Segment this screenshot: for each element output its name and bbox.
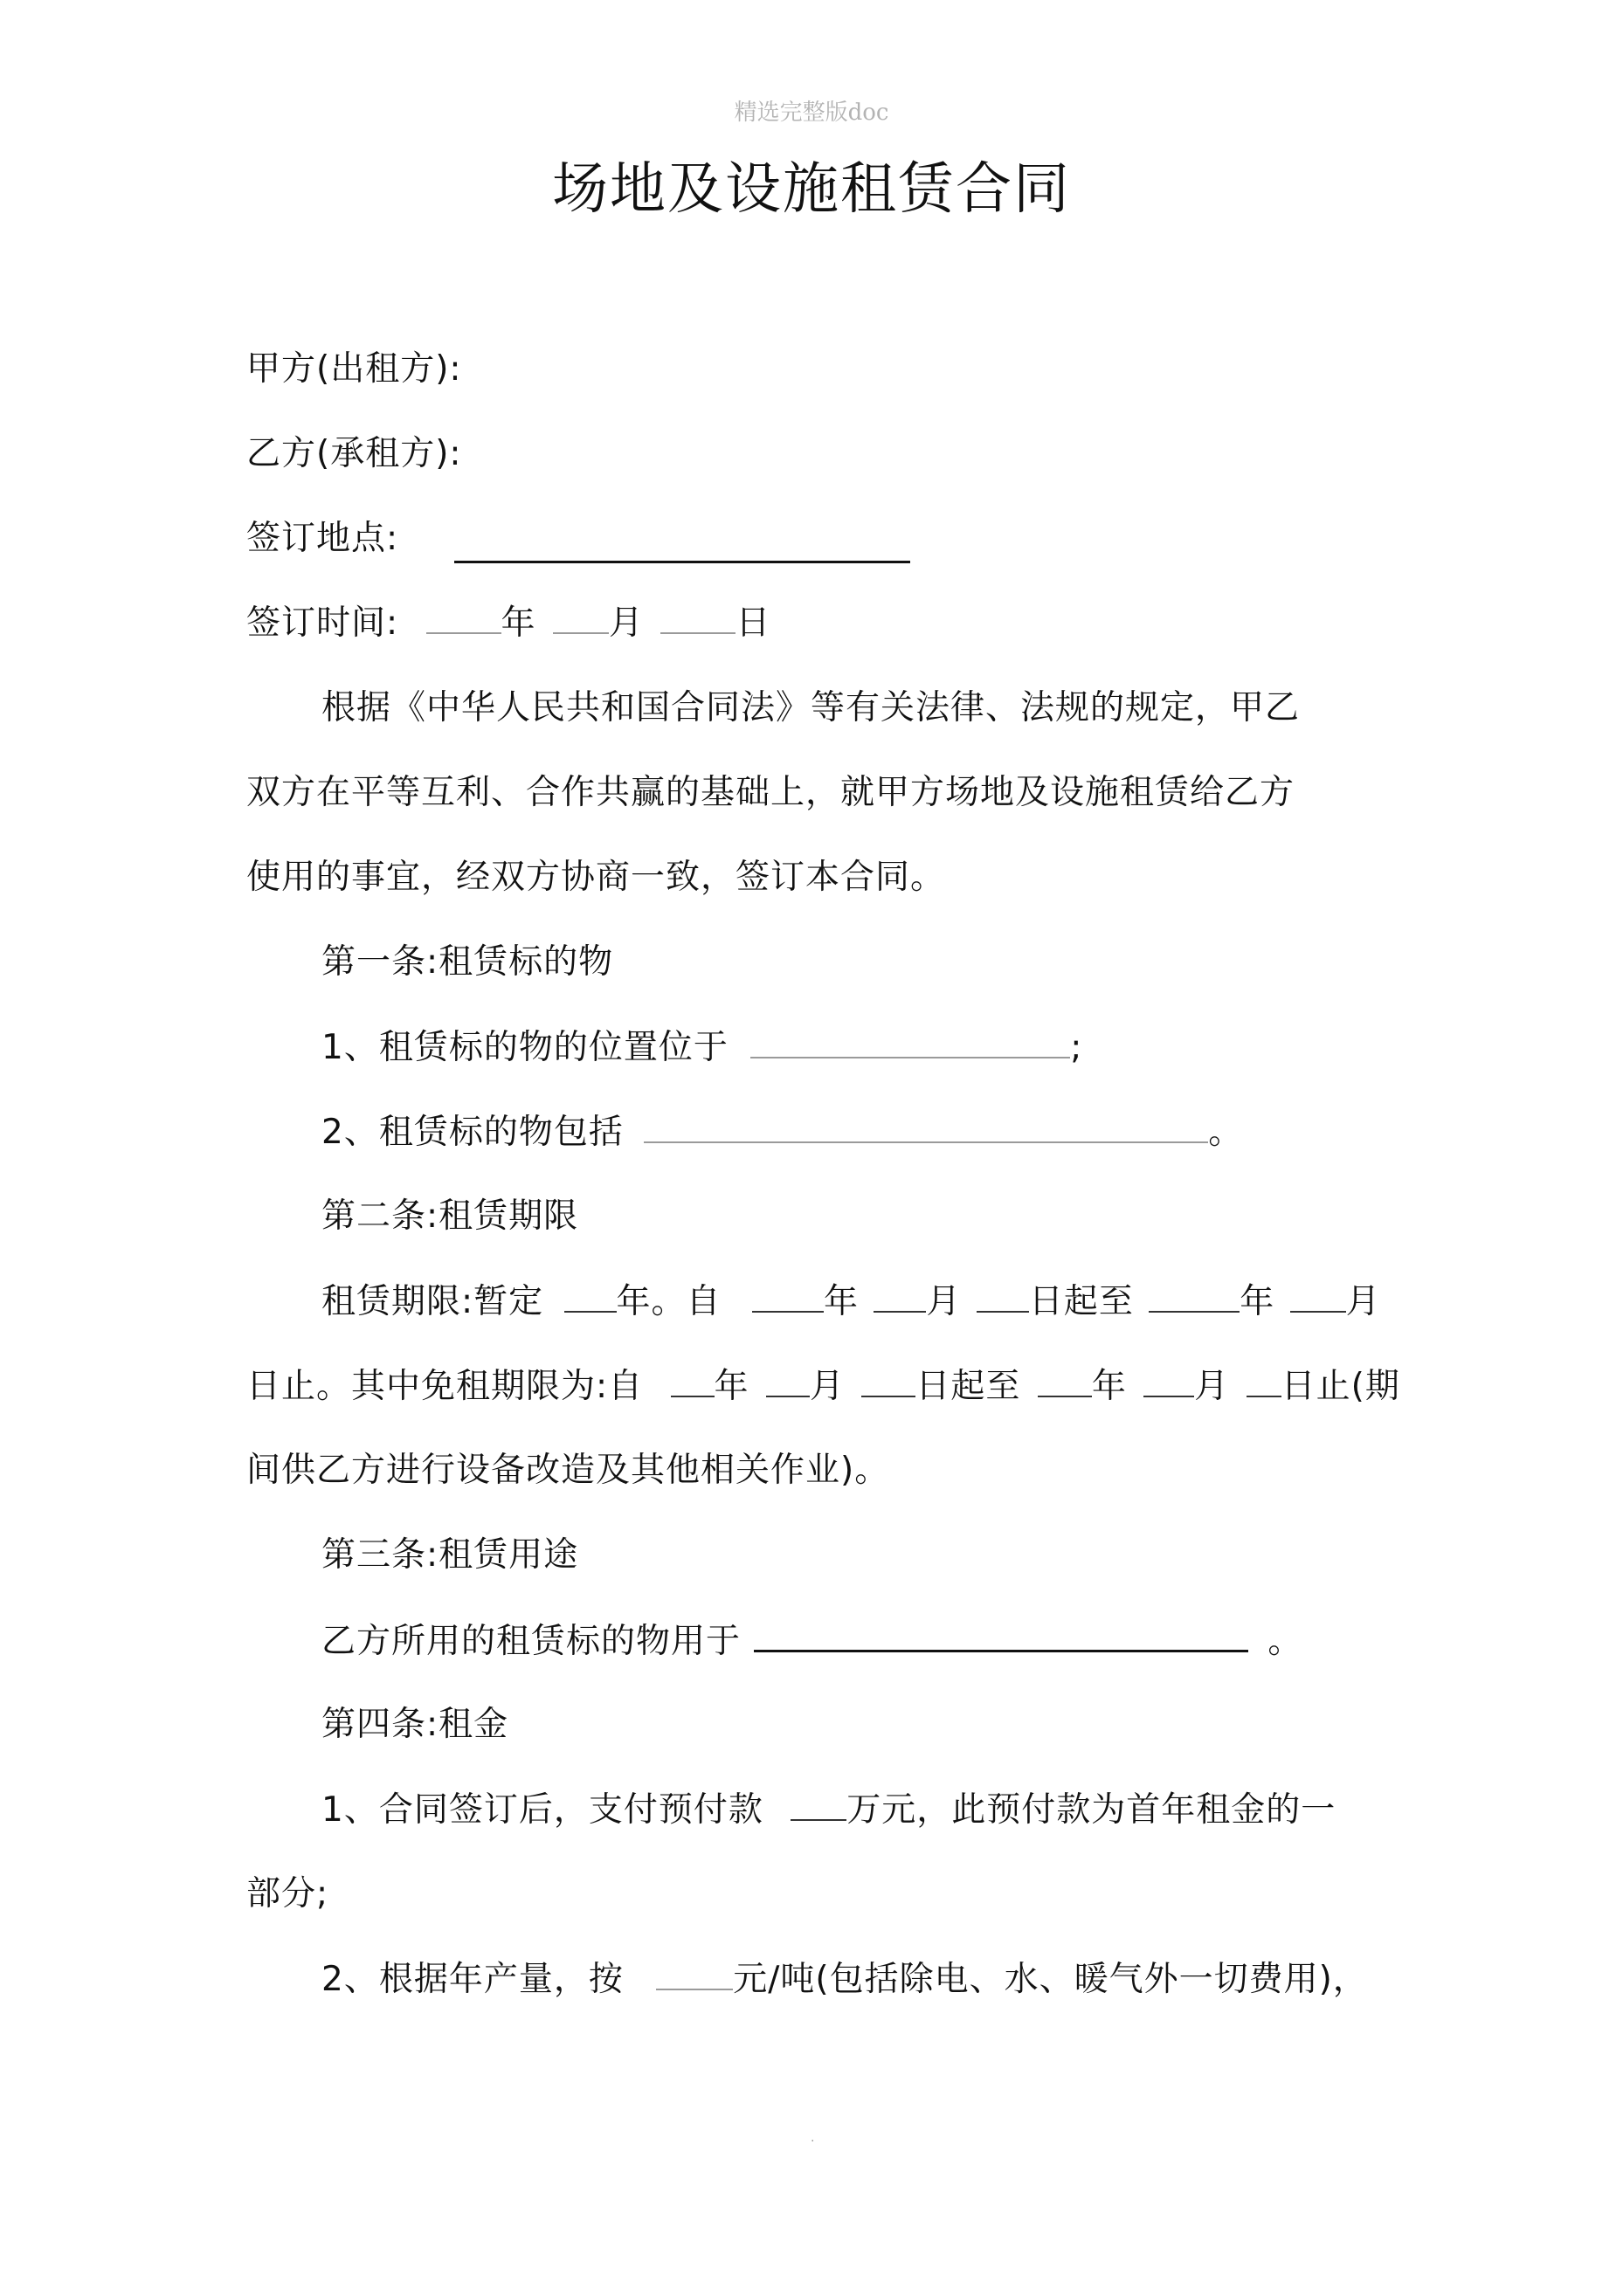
- article-3-line: [321, 1618, 1302, 1664]
- subject-matter-blank: [644, 1110, 1208, 1143]
- free-end-year-unit: 年: [1091, 1367, 1127, 1406]
- signing-year-blank: [426, 601, 501, 634]
- end-month-unit: 月: [1345, 1282, 1381, 1321]
- article-1-item-1: [321, 1025, 1082, 1070]
- article-1-item-1-text: 1、租赁标的物的位置位于: [321, 1028, 729, 1067]
- usage-text: 乙方所用的租赁标的物用于: [321, 1622, 742, 1661]
- price-per-ton-blank: [656, 1957, 733, 1990]
- signing-month-unit: 月: [608, 603, 644, 643]
- article-4-heading: 第四条:租金: [321, 1705, 509, 1744]
- signing-year-unit: 年: [501, 603, 536, 643]
- lease-term-line-2: [246, 1364, 1400, 1409]
- article-1-item-2-end: 。: [1208, 1113, 1244, 1152]
- rent-basis-text: 2、根据年产量，按: [321, 1960, 624, 1999]
- free-end-year-blank: [1038, 1364, 1092, 1397]
- free-end-text: 日止(期: [1281, 1367, 1400, 1406]
- prepayment-text: 1、合同签订后，支付预付款: [321, 1790, 763, 1830]
- free-start-year-blank: [671, 1364, 715, 1397]
- lease-term-line-3: 间供乙方进行设备改造及其他相关作业)。: [246, 1451, 890, 1490]
- start-day-blank: [977, 1279, 1029, 1313]
- preamble-line-1: 根据《中华人民共和国合同法》等有关法律、法规的规定，甲乙: [321, 688, 1301, 727]
- party-b-label: 乙方(承租方):: [246, 434, 462, 473]
- lease-term-from: 年。自: [616, 1282, 722, 1321]
- article-3-heading: 第三条:租赁用途: [321, 1535, 579, 1575]
- free-end-month-unit: 月: [1194, 1367, 1230, 1406]
- article-1-item-1-end: ;: [1070, 1028, 1083, 1067]
- preamble-line-2: 双方在平等互利、合作共赢的基础上，就甲方场地及设施租赁给乙方: [246, 773, 1295, 812]
- party-a-label: 甲方(出租方):: [246, 349, 462, 389]
- end-year-blank: [1149, 1279, 1240, 1313]
- free-end-month-blank: [1143, 1364, 1194, 1397]
- term-years-blank: [564, 1279, 617, 1313]
- article-4-item-2: [321, 1957, 1368, 2002]
- signing-day-blank: [660, 601, 736, 634]
- article-1-item-2-text: 2、租赁标的物包括: [321, 1113, 624, 1152]
- article-4-item-1: [321, 1788, 1336, 1832]
- signing-day-unit: 日: [736, 603, 771, 643]
- start-year-unit: 年: [823, 1282, 859, 1321]
- usage-blank: [754, 1618, 1248, 1652]
- start-until: 日起至: [1028, 1282, 1134, 1321]
- article-1-heading: 第一条:租赁标的物: [321, 942, 614, 982]
- signing-time-label: 签订时间:: [246, 603, 399, 643]
- start-year-blank: [752, 1279, 824, 1313]
- prepayment-amount-blank: [791, 1788, 846, 1821]
- signing-place-label: 签订地点:: [246, 519, 399, 558]
- location-blank: [750, 1025, 1070, 1058]
- signing-month-blank: [553, 601, 609, 634]
- signing-place-blank: [454, 561, 910, 563]
- signing-time-row: [246, 601, 770, 645]
- usage-end: 。: [1267, 1622, 1303, 1661]
- prepayment-unit-text: 万元，此预付款为首年租金的一: [846, 1790, 1336, 1830]
- rent-free-label: 日止。其中免租期限为:自: [246, 1367, 644, 1406]
- start-month-blank: [874, 1279, 926, 1313]
- free-start-year-unit: 年: [714, 1367, 749, 1406]
- article-1-item-2: [321, 1110, 1243, 1155]
- article-2-heading: 第二条:租赁期限: [321, 1196, 579, 1236]
- rent-basis-unit-text: 元/吨(包括除电、水、暖气外一切费用)，: [733, 1960, 1368, 1999]
- document-title: 场地及设施租赁合同: [552, 157, 1071, 222]
- lease-term-line-1: [321, 1279, 1381, 1324]
- lease-term-label: 租赁期限:暂定: [321, 1282, 544, 1321]
- free-until: 日起至: [915, 1367, 1021, 1406]
- footer-mark: .: [811, 2131, 815, 2145]
- page-header-watermark: 精选完整版doc: [734, 100, 889, 126]
- free-start-month-blank: [766, 1364, 810, 1397]
- article-4-item-1-cont: 部分;: [246, 1874, 329, 1913]
- free-start-month-unit: 月: [809, 1367, 845, 1406]
- start-month-unit: 月: [926, 1282, 962, 1321]
- free-end-day-blank: [1247, 1364, 1281, 1397]
- end-year-unit: 年: [1240, 1282, 1275, 1321]
- preamble-line-3: 使用的事宜，经双方协商一致，签订本合同。: [246, 858, 946, 897]
- end-month-blank: [1290, 1279, 1346, 1313]
- free-start-day-blank: [861, 1364, 915, 1397]
